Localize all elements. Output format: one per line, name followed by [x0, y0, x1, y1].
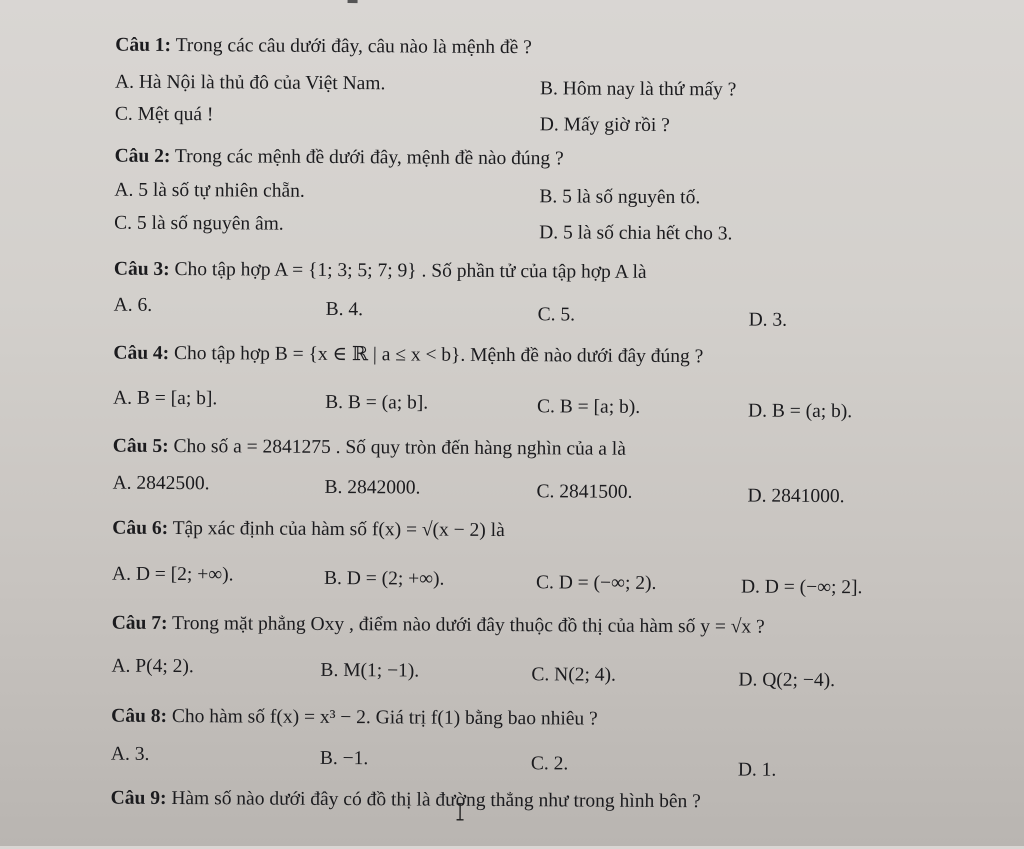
option-c: C. 5. — [537, 304, 576, 326]
question-text: Cho hàm số f(x) = x³ − 2. Giá trị f(1) bằng bao nhiêu ? — [166, 705, 598, 730]
question-2 — [115, 146, 564, 171]
question-3 — [114, 259, 647, 284]
option-a: A. 2842500. — [112, 472, 210, 495]
question-6 — [112, 518, 505, 542]
option-a: A. D = [2; +∞). — [111, 563, 234, 586]
option-b: B. 4. — [325, 298, 364, 321]
question-8 — [111, 706, 598, 731]
question-label: Câu 7: — [111, 612, 168, 634]
question-label: Câu 8: — [111, 705, 168, 727]
option-b: B. B = (a; b]. — [325, 391, 429, 414]
option-b: B. D = (2; +∞). — [323, 567, 445, 590]
question-text: Cho tập hợp B = {x ∈ ℝ | a ≤ x < b}. Mệnh đề nào dưới đây đúng ? — [169, 342, 704, 368]
question-text: Cho số a = 2841275 . Số quy tròn đến hàng nghìn của a là — [168, 435, 626, 460]
option-d: D. Q(2; −4). — [738, 669, 836, 692]
option-d: D. Mấy giờ rồi ? — [539, 114, 670, 137]
option-d: D. 3. — [748, 309, 788, 331]
question-text: Hàm số nào dưới đây có đồ thị là đường thẳng như trong hình bên ? — [166, 787, 701, 813]
question-text: Trong các mệnh đề dưới đây, mệnh đề nào đúng ? — [170, 145, 564, 170]
question-text: Trong mặt phẳng Oxy , điểm nào dưới đây thuộc đồ thị của hàm số y = √x ? — [167, 612, 765, 638]
text-cursor-icon — [456, 803, 465, 821]
question-4 — [113, 341, 703, 369]
question-text: Trong các câu dưới đây, câu nào là mệnh đề ? — [171, 34, 532, 59]
question-label: Câu 6: — [112, 517, 169, 539]
question-label: Câu 5: — [112, 435, 169, 457]
question-text: Cho tập hợp A = {1; 3; 5; 7; 9} . Số phần tử của tập hợp A là — [169, 258, 647, 283]
question-label: Câu 3: — [113, 258, 170, 280]
option-d: D. 1. — [737, 759, 777, 781]
question-5 — [113, 436, 626, 461]
question-text: Tập xác định của hàm số f(x) = √(x − 2) là — [168, 517, 505, 542]
option-a: A. Hà Nội là thủ đô của Việt Nam. — [114, 71, 386, 95]
question-label: Câu 2: — [114, 145, 171, 167]
question-1 — [115, 35, 532, 60]
option-a: A. 5 là số tự nhiên chẵn. — [114, 179, 305, 202]
question-9 — [111, 788, 701, 814]
top-edge-mark — [348, 0, 358, 3]
option-d: D. B = (a; b). — [747, 400, 853, 423]
option-a: A. P(4; 2). — [111, 655, 194, 678]
option-c: C. B = [a; b). — [537, 396, 641, 418]
option-b: B. M(1; −1). — [320, 659, 420, 682]
option-c: C. 5 là số nguyên âm. — [114, 212, 284, 235]
question-label: Câu 9: — [110, 787, 167, 809]
option-c: C. 2. — [530, 753, 569, 775]
option-c: C. Mệt quá ! — [114, 103, 214, 126]
option-c: C. 2841500. — [536, 481, 633, 503]
option-d: D. 5 là số chia hết cho 3. — [539, 222, 733, 245]
option-b: B. −1. — [319, 747, 369, 770]
option-d: D. D = (−∞; 2]. — [740, 576, 863, 599]
option-d: D. 2841000. — [747, 485, 845, 508]
option-b: B. 5 là số nguyên tố. — [539, 186, 701, 209]
option-b: B. 2842000. — [324, 476, 421, 499]
option-c: C. D = (−∞; 2). — [535, 572, 657, 594]
question-7 — [112, 613, 765, 639]
option-a: A. 3. — [110, 743, 150, 765]
option-b: B. Hôm nay là thứ mấy ? — [539, 78, 737, 101]
option-c: C. N(2; 4). — [531, 664, 617, 686]
option-a: A. 6. — [113, 294, 153, 316]
question-label: Câu 1: — [115, 34, 172, 56]
option-a: A. B = [a; b]. — [113, 387, 218, 410]
question-label: Câu 4: — [113, 342, 170, 364]
